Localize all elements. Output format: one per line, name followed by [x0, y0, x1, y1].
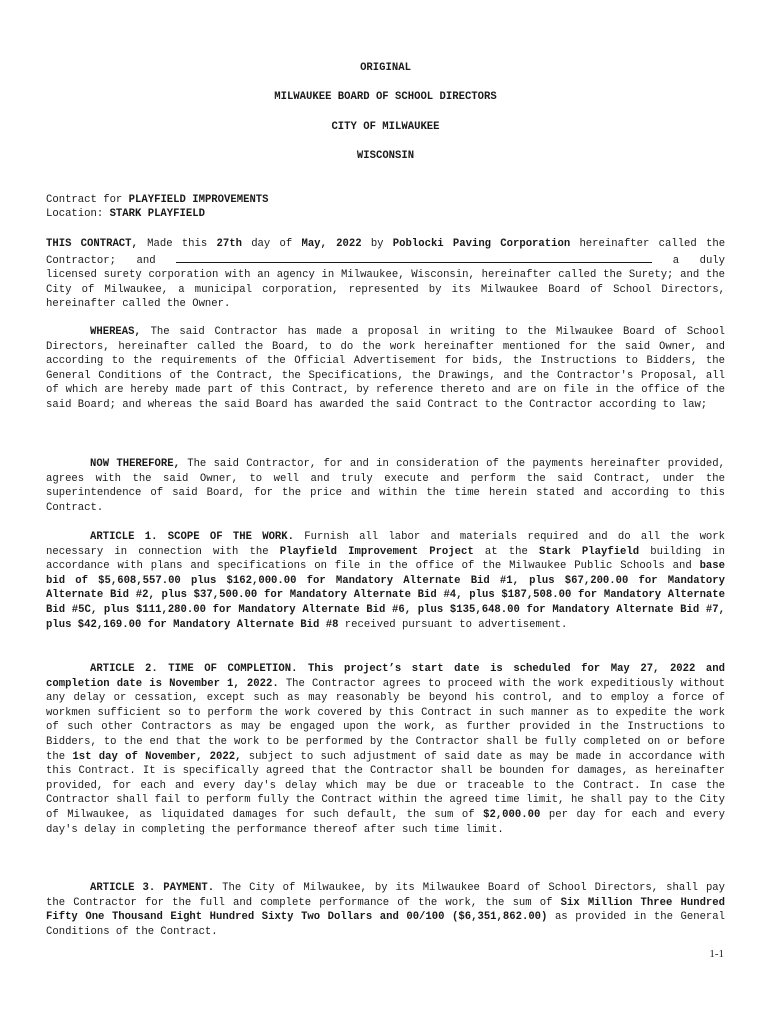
article-2-text-3: per day for each and every day's delay in completing the performance thereof after such time limit.	[46, 808, 725, 836]
intro-text-2: day of	[251, 238, 293, 250]
article-1-text-4: received pursuant to advertisement.	[338, 618, 568, 631]
intro-text-1: Made this	[147, 238, 208, 250]
article-2-paragraph	[46, 662, 725, 837]
article-1-project: Playfield Improvement Project	[279, 545, 474, 558]
whereas-lead: WHEREAS,	[90, 326, 141, 338]
article-3-paragraph	[46, 881, 725, 939]
whereas-paragraph	[46, 325, 725, 413]
intro-text-3: by	[370, 238, 384, 250]
article-1-site: Stark Playfield	[538, 545, 640, 558]
article-2-damages: $2,000.00	[483, 808, 541, 821]
header-city: CITY OF MILWAUKEE	[331, 121, 440, 133]
article-1-text-1: Furnish all labor and materials required and do all the work necessary in connection with the	[46, 531, 726, 558]
article-1-heading: ARTICLE 1. SCOPE OF THE WORK.	[90, 531, 294, 543]
article-2-text-1: The Contractor agrees to proceed with the work expeditiously without any delay or cessation, except such as may reasonably be beyond his control, and to employ a force of workmen sufficient so to perform the work covered by this Contract in such manner as to expedite the work of such other Contractors as may be engaged upon the work, as further provided in the Instructions to Bidders, to the end that the work to be performed by the Contractor shall be fully completed on or before the	[46, 677, 725, 763]
article-1-paragraph	[46, 530, 725, 632]
article-1-text-3: building in accordance with plans and specifications on file in the office of the Milwaukee Public Schools and	[46, 545, 726, 573]
now-therefore-paragraph	[46, 457, 725, 515]
intro-text-4: hereinafter called the Contractor; and	[46, 238, 726, 267]
intro-month: May, 2022	[301, 238, 362, 250]
article-2-dates: This project’s start date is scheduled for May 27, 2022 and completion date is November 1, 2022.	[46, 663, 725, 690]
intro-day: 27th	[216, 238, 242, 250]
header-board: MILWAUKEE BOARD OF SCHOOL DIRECTORS	[274, 91, 497, 103]
surety-blank-line	[176, 252, 652, 263]
whereas-text: The said Contractor has made a proposal in writing to the Milwaukee Board of School Directors, hereinafter called the Board, to do the work hereinafter mentioned for the said Owner, and according to the requirements of the Official Advertisement for bids, the Instructions to Bidders, the General Conditions of the Contract, the Specifications, the Drawings, and the Contractor's Proposal, all of which are hereby made part of this Contract, by reference thereto and are on file in the office of the said Board; and whereas the said Board has awarded the said Contract to the Contractor according to law;	[46, 326, 726, 411]
intro-contractor: Poblocki Paving Corporation	[392, 238, 571, 250]
page-number: 1-1	[709, 948, 724, 960]
contract-for-line	[46, 193, 725, 208]
header-state: WISCONSIN	[356, 150, 415, 162]
location-value: STARK PLAYFIELD	[109, 208, 205, 220]
article-3-text-2: as provided in the General Conditions of the Contract.	[46, 911, 725, 938]
header-original: ORIGINAL	[360, 62, 411, 74]
article-2-deadline: 1st day of November, 2022,	[72, 750, 242, 763]
article-1-text-2: at the	[484, 545, 528, 558]
location-label: Location:	[46, 208, 104, 220]
article-1-bid-amounts: base bid of $5,608,557.00 plus $162,000.00 for Mandatory Alternate Bid #1, plus $67,200.00 for Mandatory Alternate Bid #2, plus $37,500.00 for Mandatory Alternate Bid #4, plus $187,508.00 for Mandatory Alternate Bid #5C, plus $111,280.00 for Mandatory Alternate Bid #6, plus $135,648.00 for Mandatory Alternate Bid #7, plus $42,169.00 for Mandatory Alternate Bid #8	[46, 560, 726, 631]
contract-for-label: Contract for	[46, 194, 123, 206]
article-3-heading: ARTICLE 3. PAYMENT.	[90, 882, 215, 894]
intro-lead: THIS CONTRACT,	[46, 238, 138, 250]
contract-for-value: PLAYFIELD IMPROVEMENTS	[128, 194, 269, 206]
intro-paragraph	[46, 237, 725, 312]
location-line	[46, 207, 725, 222]
intro-text-5: a duly licensed surety corporation with an agency in Milwaukee, Wisconsin, hereinafter called the Surety; and the City of Milwaukee, a municipal corporation, represented by its Milwaukee Board of School Directors, hereinafter called the Owner.	[46, 254, 726, 311]
article-3-text-1: The City of Milwaukee, by its Milwaukee Board of School Directors, shall pay the Contractor for the full and complete performance of the work, the sum of	[46, 882, 726, 909]
article-3-sum: Six Million Three Hundred Fifty One Thousand Eight Hundred Sixty Two Dollars and 00/100 ($6,351,862.00)	[46, 896, 725, 924]
article-2-heading: ARTICLE 2. TIME OF COMPLETION.	[90, 663, 298, 675]
now-therefore-lead: NOW THEREFORE,	[90, 458, 180, 470]
article-2-text-2: subject to such adjustment of said date as may be made in accordance with this Contract. It is specifically agreed that the Contractor shall be bounden for damages, as hereinafter provided, for each and every day's delay which may be due or traceable to the Contract. In case the Contractor shall fail to perform fully the Contract within the agreed time limit, he shall pay to the City of Milwaukee, as liquidated damages for such default, the sum of	[46, 750, 725, 821]
now-therefore-text: The said Contractor, for and in consideration of the payments hereinafter provided, agrees with the said Owner, to well and truly execute and perform the said Contract, under the superintendence of said Board, for the price and within the time herein stated and according to this Contract.	[46, 458, 726, 514]
